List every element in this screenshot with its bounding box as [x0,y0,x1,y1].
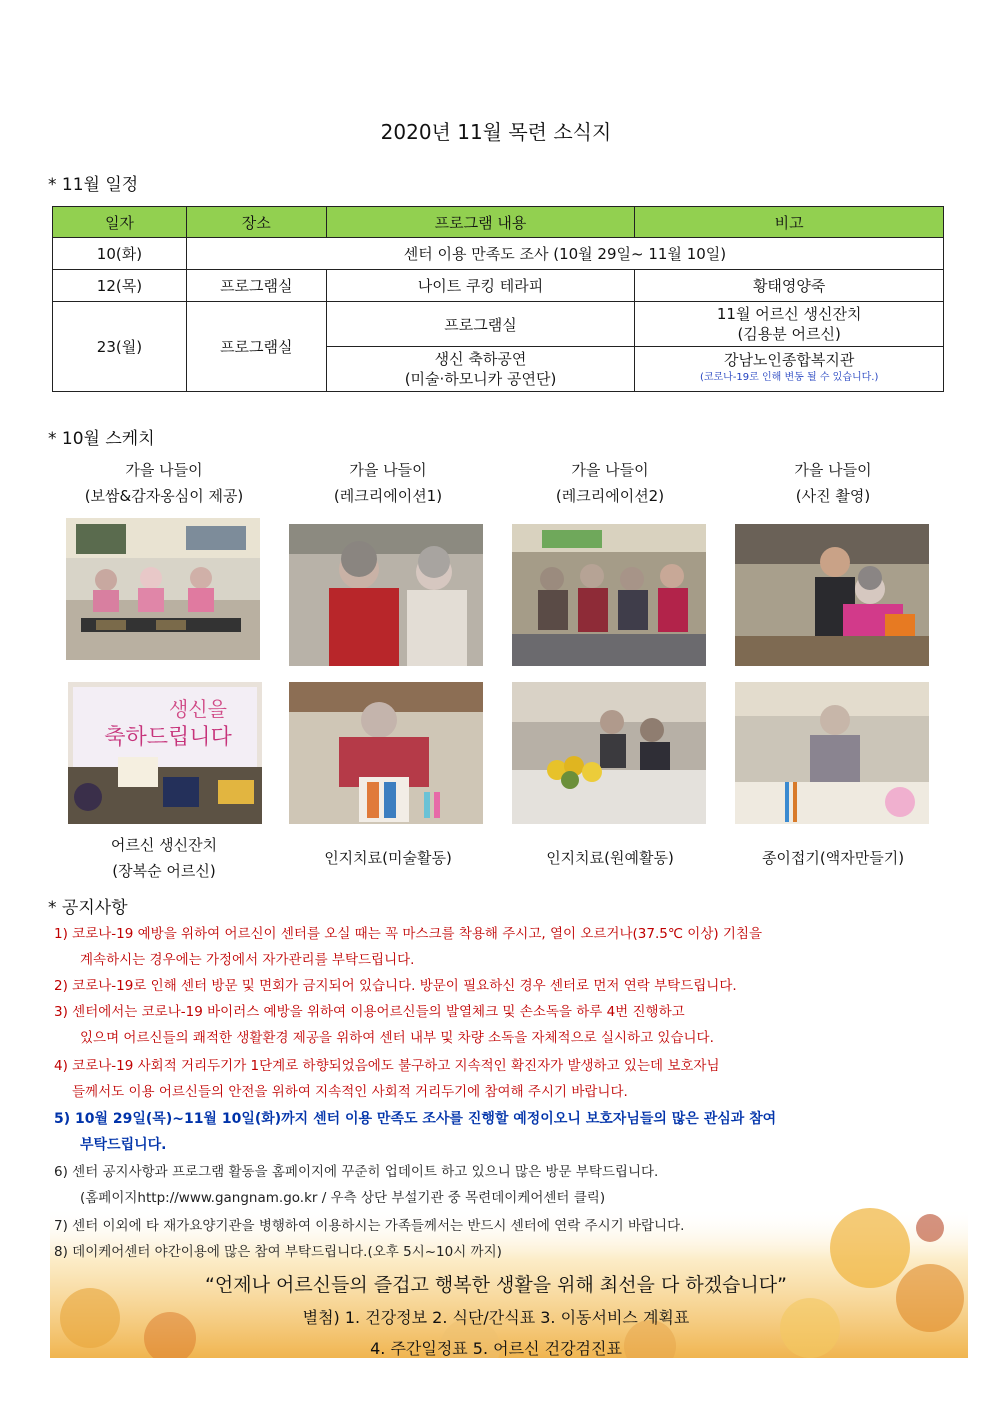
slogan: “언제나 어르신들의 즐겁고 행복한 생활을 위해 최선을 다 하겠습니다” [205,1274,787,1296]
cell-content: 프로그램실 [326,302,635,347]
notice-5-line1: 5) 10월 29일(목)~11월 10일(화)까지 센터 이용 만족도 조사를 진행할 예정이오니 보호자님들의 많은 관심과 참여 [54,1111,777,1127]
table-row [53,238,944,270]
notice-6-line1: 6) 센터 공지사항과 프로그램 활동을 홈페이지에 꾸준히 업데이트 하고 있으니 많은 방문 부탁드립니다. [54,1164,659,1180]
notice-4-line2: 들께서도 이용 어르신들의 안전을 위하여 지속적인 사회적 거리두기에 참여해 주시기 바랍니다. [72,1084,628,1100]
page-title: 2020년 11월 목련 소식지 [380,120,612,144]
cell-note [635,347,944,392]
note-line: 11월 어르신 생신잔치 [716,305,862,323]
section-notice: * 공지사항 [48,898,128,918]
cell-content [326,347,635,392]
photo-caption: 종이접기(액자만들기) [761,849,905,867]
photo-caption: 인지치료(원예활동) [546,849,674,867]
caption-line: 가을 나들이 [349,461,427,479]
header-place: 장소 [186,207,326,238]
note-line: (김용분 어르신) [737,325,841,343]
content-line: 생신 축하공연 [434,350,527,368]
section-schedule: * 11월 일정 [48,175,139,195]
photo-art-therapy [289,682,483,824]
caption-line: 가을 나들이 [571,461,649,479]
cell-content: 센터 이용 만족도 조사 (10월 29일~ 11월 10일) [186,238,943,270]
header-content: 프로그램 내용 [326,207,635,238]
photo-caption [733,457,933,509]
cell-note [635,302,944,347]
photo-caption: 인지치료(미술활동) [324,849,452,867]
caption-line: (사진 촬영) [795,487,871,505]
photo-outing-meal [66,518,260,660]
table-row [53,270,944,302]
notice-1-line1: 1) 코로나-19 예방을 위하여 어르신이 센터를 오실 때는 꼭 마스크를 착용해 주시고, 열이 오르거나(37.5℃ 이상) 기침을 [54,926,763,942]
photo-caption [510,457,710,509]
caption-line: (레크리에이션2) [555,487,665,505]
notice-2: 2) 코로나-19로 인해 센터 방문 및 면회가 금지되어 있습니다. 방문이 필요하신 경우 센터로 먼저 연락 부탁드립니다. [54,978,737,994]
photo-garden-therapy [512,682,706,824]
caption-line: (보쌈&감자옹심이 제공) [84,487,244,505]
header-note: 비고 [635,207,944,238]
notice-3-line2: 있으며 어르신들의 쾌적한 생활환경 제공을 위하여 센터 내부 및 차량 소독을 자체적으로 실시하고 있습니다. [80,1030,714,1046]
photo-caption [64,457,264,509]
notice-4-line1: 4) 코로나-19 사회적 거리두기가 1단계로 하향되었음에도 불구하고 지속적인 확진자가 발생하고 있는데 보호자님 [54,1058,720,1074]
banner-line: 생신을 [169,697,227,721]
content-line: (미술·하모니카 공연단) [404,370,557,388]
caption-line: 가을 나들이 [794,461,872,479]
note-line: 강남노인종합복지관 [723,351,855,369]
photo-caption [288,457,488,509]
notice-8: 8) 데이케어센터 야간이용에 많은 참여 부탁드립니다.(오후 5시~10시 까지) [54,1244,502,1260]
cell-note: 황태영양죽 [635,270,944,302]
cell-date: 12(목) [53,270,187,302]
attachments-line2: 4. 주간일정표 5. 어르신 건강검진표 [370,1339,622,1358]
notice-3-line1: 3) 센터에서는 코로나-19 바이러스 예방을 위하여 이용어르신들의 발열체크 및 손소독을 하루 4번 진행하고 [54,1004,685,1020]
photo-caption [64,832,264,884]
photo-paper-folding [735,682,929,824]
caption-line: 가을 나들이 [125,461,203,479]
photo-outing-rec1 [289,524,483,666]
banner-line: 축하드립니다 [104,725,232,750]
caption-line: 어르신 생신잔치 [110,836,218,854]
header-date: 일자 [53,207,187,238]
table-row [53,302,944,347]
photo-birthday [68,682,262,824]
table-header-row [53,207,944,238]
photo-outing-rec2 [512,524,706,666]
note-warning: (코로나-19로 인해 변동 될 수 있습니다.) [699,372,879,383]
cell-place: 프로그램실 [186,302,326,392]
notice-5-line2: 부탁드립니다. [80,1137,167,1153]
photo-outing-photo [735,524,929,666]
cell-date: 10(화) [53,238,187,270]
section-sketch: * 10월 스케치 [48,429,155,449]
caption-line: (장복순 어르신) [112,862,216,880]
cell-place: 프로그램실 [186,270,326,302]
cell-date: 23(월) [53,302,187,392]
notice-6-line2: (홈페이지http://www.gangnam.go.kr / 우측 상단 부설기관 중 목련데이케어센터 클릭) [80,1190,606,1206]
notice-1-line2: 계속하시는 경우에는 가정에서 자가관리를 부탁드립니다. [80,952,415,968]
cell-content: 나이트 쿠킹 테라피 [326,270,635,302]
notice-7: 7) 센터 이외에 타 재가요양기관을 병행하여 이용하시는 가족들께서는 반드시 센터에 연락 주시기 바랍니다. [54,1218,685,1234]
caption-line: (레크리에이션1) [333,487,443,505]
attachments-line1: 별첨) 1. 건강정보 2. 식단/간식표 3. 이동서비스 계획표 [302,1308,690,1327]
schedule-table [52,206,944,392]
